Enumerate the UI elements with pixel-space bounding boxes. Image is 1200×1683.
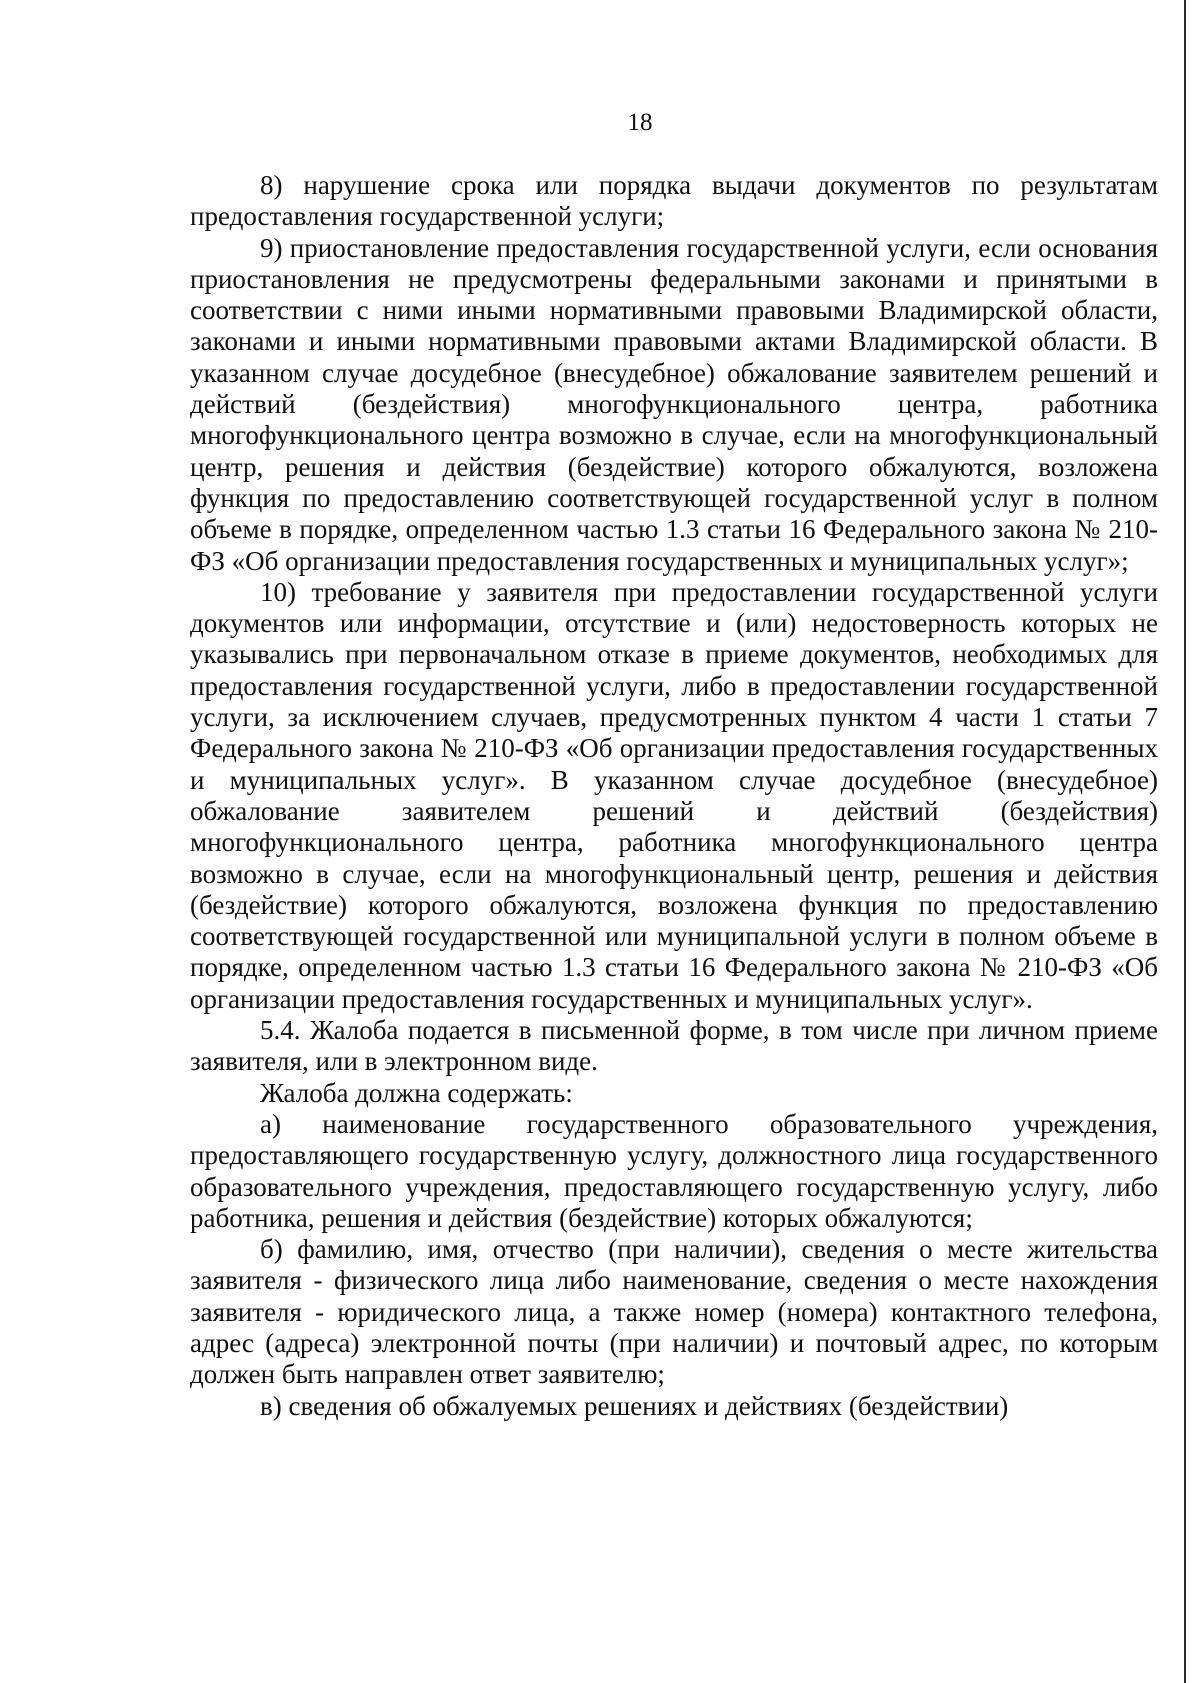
paragraph-item-9: 9) приостановление предоставления государственной услуги, если основания приостановления не предусмотрены федеральными законами и принятыми в соответствии с ними иными нормативными правовыми Владимирской области, законами и иными нормативными правовыми актами Владимирской области. В указанном случае досудебное (внесудебное) обжалование заявителем решений и действий (бездействия) многофункционального центра, работника многофункционального центра возможно в случае, если на многофункциональный центр, решения и действия (бездействие) которого обжалуются, возложена функция по предоставлению соответствующей государственной услуг в полном объеме в порядке, определенном частью 1.3 статьи 16 Федерального закона № 210-ФЗ «Об организации предоставления государственных и муниципальных услуг»; [190, 232, 1158, 576]
document-body [190, 170, 1158, 1422]
page-number: 18 [627, 109, 653, 136]
paragraph-item-8: 8) нарушение срока или порядка выдачи документов по результатам предоставления государственной услуги; [190, 170, 1158, 232]
paragraph-item-10: 10) требование у заявителя при предоставлении государственной услуги документов или информации, отсутствие и (или) недостоверность которых не указывались при первоначальном отказе в приеме документов, необходимых для предоставления государственной услуги, либо в предоставлении государственной услуги, за исключением случаев, предусмотренных пунктом 4 части 1 статьи 7 Федерального закона № 210-ФЗ «Об организации предоставления государственных и муниципальных услуг». В указанном случае досудебное (внесудебное) обжалование заявителем решений и действий (бездействия) многофункционального центра, работника многофункционального центра возможно в случае, если на многофункциональный центр, решения и действия (бездействие) которого обжалуются, возложена функция по предоставлению соответствующей государственной или муниципальной услуги в полном объеме в порядке, определенном частью 1.3 статьи 16 Федерального закона № 210-ФЗ «Об организации предоставления государственных и муниципальных услуг». [190, 576, 1158, 1014]
paragraph-complaint-contents-heading: Жалоба должна содержать: [260, 1077, 573, 1108]
paragraph-item-v: в) сведения об обжалуемых решениях и действиях (бездействии) [260, 1390, 1009, 1421]
right-margin-rule [1184, 0, 1186, 1683]
paragraph-item-a: а) наименование государственного образовательного учреждения, предоставляющего государственную услугу, должностного лица государственного образовательного учреждения, предоставляющего государственную услугу, либо работника, решения и действия (бездействие) которых обжалуются; [190, 1108, 1158, 1233]
paragraph-item-b: б) фамилию, имя, отчество (при наличии), сведения о месте жительства заявителя - физического лица либо наименование, сведения о месте нахождения заявителя - юридического лица, а также номер (номера) контактного телефона, адрес (адреса) электронной почты (при наличии) и почтовый адрес, по которым должен быть направлен ответ заявителю; [190, 1234, 1158, 1390]
paragraph-section-5-4: 5.4. Жалоба подается в письменной форме, в том числе при личном приеме заявителя, или в электронном виде. [190, 1015, 1158, 1077]
